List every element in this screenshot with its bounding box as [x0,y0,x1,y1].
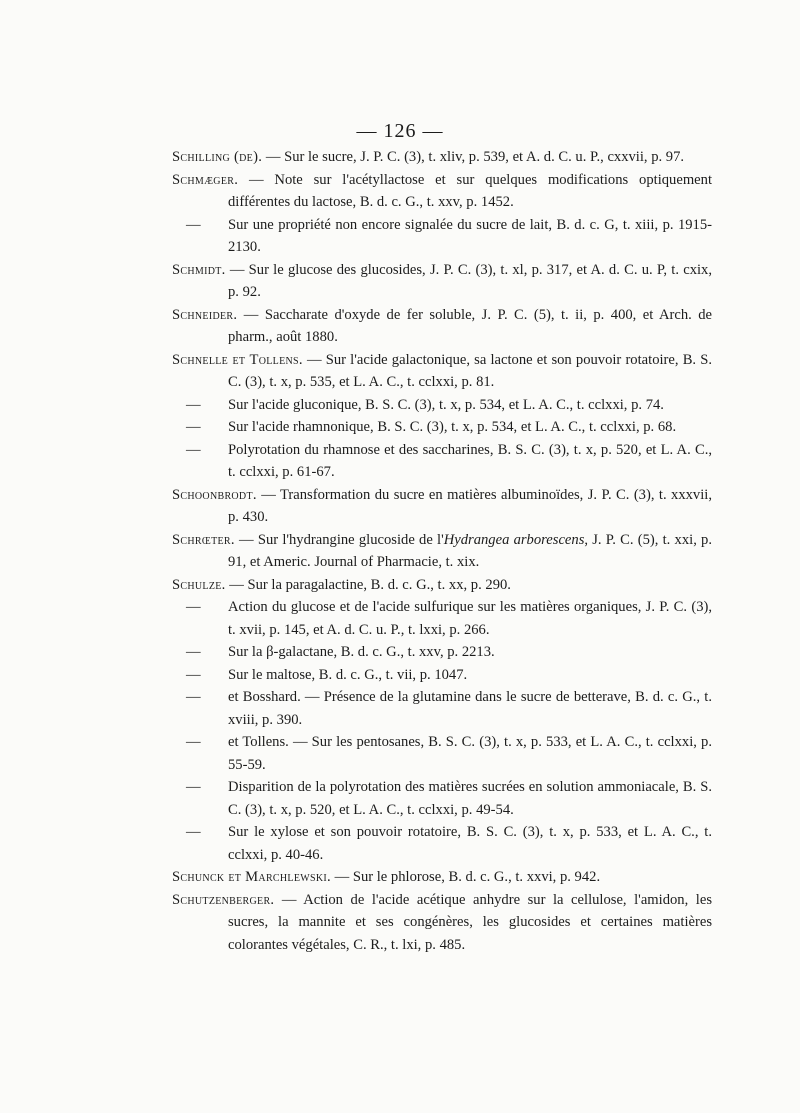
bibliography-entry [172,169,712,214]
entry-text: — Saccharate d'oxyde de fer soluble, J. P. C. (5), t. ii, p. 400, et Arch. de pharm., août 1880. [228,306,712,345]
entry-text: Sur l'acide gluconique, B. S. C. (3), t. x, p. 534, et L. A. C., t. cclxxi, p. 74. [228,396,664,413]
entry-text: Disparition de la polyrotation des matières sucrées en solution ammoniacale, B. S. C. (3), t. x, p. 520, et L. A. C., t. cclxxi, p. 49-54. [228,779,712,818]
entry-author: Schulze. [172,576,226,593]
repeat-author-dash: — [186,396,201,413]
bibliography-entry [172,641,712,664]
entry-author: Schutzenberger. [172,891,275,908]
entry-text: — Sur l'hydrangine glucoside de l' [234,531,444,548]
repeat-author-dash: — [186,419,201,435]
entry-text: — Sur le phlorose, B. d. c. G., t. xxvi, p. 942. [330,869,601,885]
entry-author: Schmidt. [172,261,226,278]
bibliography-entry [172,529,712,574]
bibliography-entry [172,214,712,259]
entry-text: — Sur l'acide galactonique, sa lactone et son pouvoir rotatoire, B. S. C. (3), t. x, p. 535, et L. A. C., t. cclxxi, p. 81. [228,351,712,390]
entry-author: Schoonbrodt. [172,486,257,503]
entry-text: — Transformation du sucre en matières albuminoïdes, J. P. C. (3), t. xxxvii, p. 430. [228,486,712,525]
bibliography-entry [172,304,712,349]
entry-text: et Tollens. — Sur les pentosanes, B. S. C. (3), t. x, p. 533, et L. A. C., t. cclxxi, p. 55-59. [228,734,712,773]
bibliography-entry [172,821,712,866]
entry-text: — Sur le glucose des glucosides, J. P. C. (3), t. xl, p. 317, et A. d. C. u. P, t. cxix, p. 92. [225,261,712,300]
entry-text: — Action de l'acide acétique anhydre sur la cellulose, l'amidon, les sucres, la mannite et ses congénères, les glucosides et certaines matières colorantes végétales, C. R., t. lxi, p. 485. [228,891,712,953]
bibliography-entry [172,439,712,484]
entry-text: — Note sur l'acétyllactose et sur quelques modifications optiquement différentes du lactose, B. d. c. G., t. xxv, p. 1452. [228,171,712,210]
bibliography-entry [172,484,712,529]
entry-author: Schmæger. [172,171,239,188]
entry-text: Sur le xylose et son pouvoir rotatoire, B. S. C. (3), t. x, p. 533, et L. A. C., t. cclxxi, p. 40-46. [228,824,712,863]
bibliography-entry [172,574,712,597]
bibliography-entry [172,664,712,687]
entry-text: Polyrotation du rhamnose et des saccharines, B. S. C. (3), t. x, p. 520, et L. A. C., t. cclxxi, p. 61-67. [228,441,712,480]
bibliography-entry [172,394,712,417]
entry-text: — Sur la paragalactine, B. d. c. G., t. xx, p. 290. [225,576,511,593]
bibliography-entry [172,596,712,641]
bibliography-entry [172,889,712,957]
entry-text: — Sur le sucre, J. P. C. (3), t. xliv, p. 539, et A. d. C. u. P., cxxvii, p. 97. [262,149,685,165]
entry-text: Action du glucose et de l'acide sulfurique sur les matières organiques, J. P. C. (3), t. xvii, p. 145, et A. d. C. u. P., t. lxxi, p. 266. [228,599,712,638]
entry-author: Schnelle et Tollens. [172,351,303,368]
bibliography-entry [172,686,712,731]
bibliography-entry [172,776,712,821]
entry-text: Sur la β-galactane, B. d. c. G., t. xxv, p. 2213. [228,644,495,660]
bibliography-entry [172,259,712,304]
repeat-author-dash: — [186,689,201,705]
repeat-author-dash: — [186,599,201,615]
repeat-author-dash: — [186,779,201,795]
repeat-author-dash: — [186,644,201,660]
entry-text: Sur l'acide rhamnonique, B. S. C. (3), t. x, p. 534, et L. A. C., t. cclxxi, p. 68. [228,419,677,435]
entry-author: Schunck et Marchlewski. [172,869,331,885]
repeat-author-dash: — [186,824,201,840]
entry-text-tail: , J. P. C. (5), t. xxi, p. 91, et Americ. Journal of Pharmacie, t. xix. [228,531,712,570]
repeat-author-dash: — [186,666,201,683]
repeat-author-dash: — [186,216,201,233]
entry-text: et Bosshard. — Présence de la glutamine dans le sucre de betterave, B. d. c. G., t. xviii, p. 390. [228,689,712,728]
bibliography-entry [172,416,712,439]
bibliography-entry [172,731,712,776]
entry-author: Schilling (de). [172,149,263,165]
entry-italic-title: Hydrangea arborescens [443,531,585,548]
entry-text: Sur le maltose, B. d. c. G., t. vii, p. 1047. [228,666,468,683]
entry-author: Schrœter. [172,531,235,548]
bibliography-entry [172,146,712,169]
bibliography-list [172,146,712,956]
page-number: — 126 — [356,120,444,142]
bibliography-entry [172,349,712,394]
entry-author: Schneider. [172,306,238,323]
entry-text: Sur une propriété non encore signalée du sucre de lait, B. d. c. G, t. xiii, p. 1915-2130. [228,216,712,255]
repeat-author-dash: — [186,734,201,750]
bibliography-entry [172,866,712,889]
repeat-author-dash: — [186,441,201,458]
